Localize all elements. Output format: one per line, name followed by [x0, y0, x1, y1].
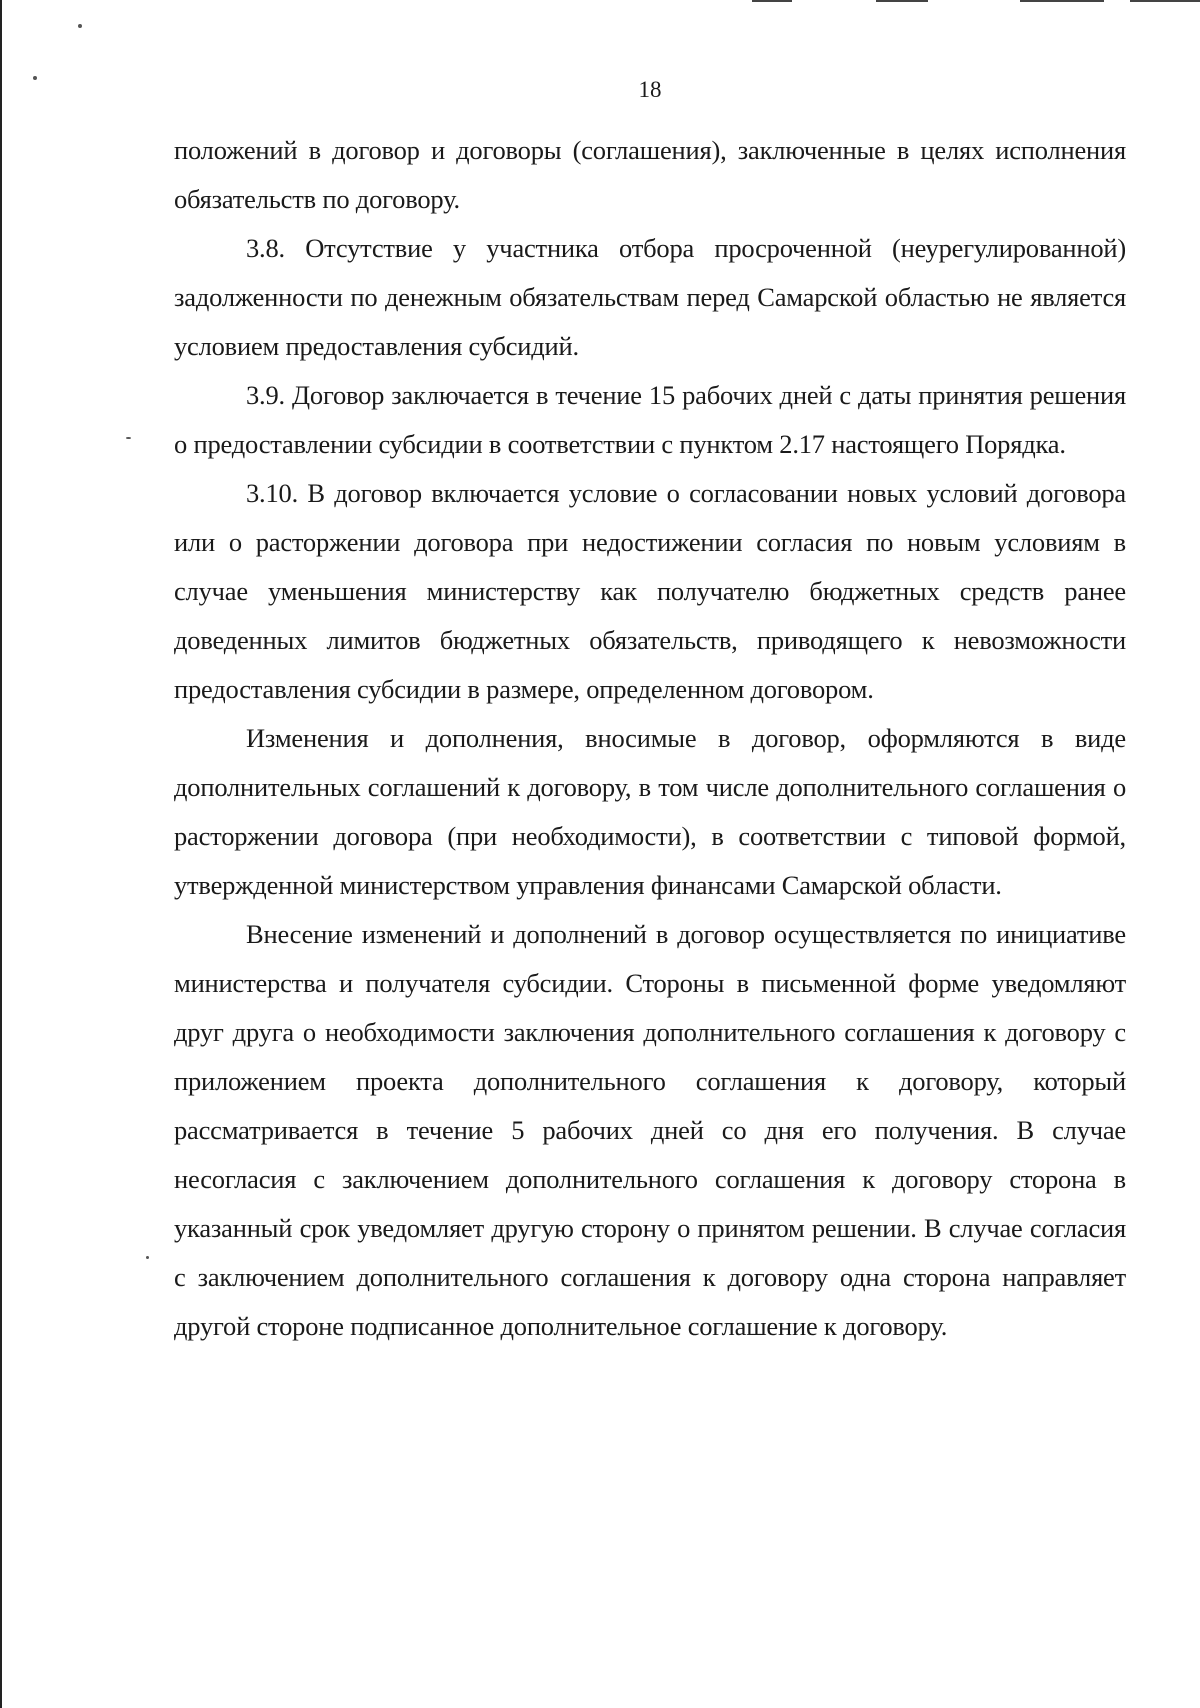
paragraph-3-9: 3.9. Договор заключается в течение 15 рабочих дней с даты принятия решения о предоставлении субсидии в соответствии с пунктом 2.17 настоящего Порядка.: [174, 380, 1126, 459]
scan-top-mark: [752, 0, 792, 2]
paragraph-3-8: 3.8. Отсутствие у участника отбора просроченной (неурегулированной) задолженности по денежным обязательствам перед Самарской областью не является условием предоставления субсидий.: [174, 233, 1126, 361]
scan-left-edge: [0, 0, 2, 1708]
scan-top-mark: [1020, 0, 1104, 2]
paragraph-3-10: 3.10. В договор включается условие о согласовании новых условий договора или о расторжении договора при недостижении согласия по новым условиям в случае уменьшения министерству как получателю бюджетных средств ранее доведенных лимитов бюджетных обязательств, приводящего к невозможности предоставления субсидии в размере, определенном договором.: [174, 478, 1126, 704]
paragraph-amendment-procedure: Внесение изменений и дополнений в договор осуществляется по инициативе министерства и получателя субсидии. Стороны в письменной форме уведомляют друг друга о необходимости заключения дополнительного соглашения к договору с приложением проекта дополнительного соглашения к договору, который рассматривается в течение 5 рабочих дней со дня его получения. В случае несогласия с заключением дополнительного соглашения к договору сторона в указанный срок уведомляет другую сторону о принятом решении. В случае согласия с заключением дополнительного соглашения к договору одна сторона направляет другой стороне подписанное дополнительное соглашение к договору.: [174, 919, 1126, 1341]
paragraph-continuation: положений в договор и договоры (соглашения), заключенные в целях исполнения обязательств по договору.: [174, 135, 1126, 214]
paragraph-amendments: Изменения и дополнения, вносимые в договор, оформляются в виде дополнительных соглашений к договору, в том числе дополнительного соглашения о расторжении договора (при необходимости), в соответствии с типовой формой, утвержденной министерством управления финансами Самарской области.: [174, 723, 1126, 900]
scan-top-mark: [1130, 0, 1200, 2]
scan-speck: [126, 437, 131, 439]
scan-top-mark: [876, 0, 928, 2]
scan-speck: [146, 1256, 149, 1259]
document-body: [174, 126, 1126, 1351]
scan-speck: [78, 24, 82, 28]
page-number: 18: [638, 77, 662, 102]
